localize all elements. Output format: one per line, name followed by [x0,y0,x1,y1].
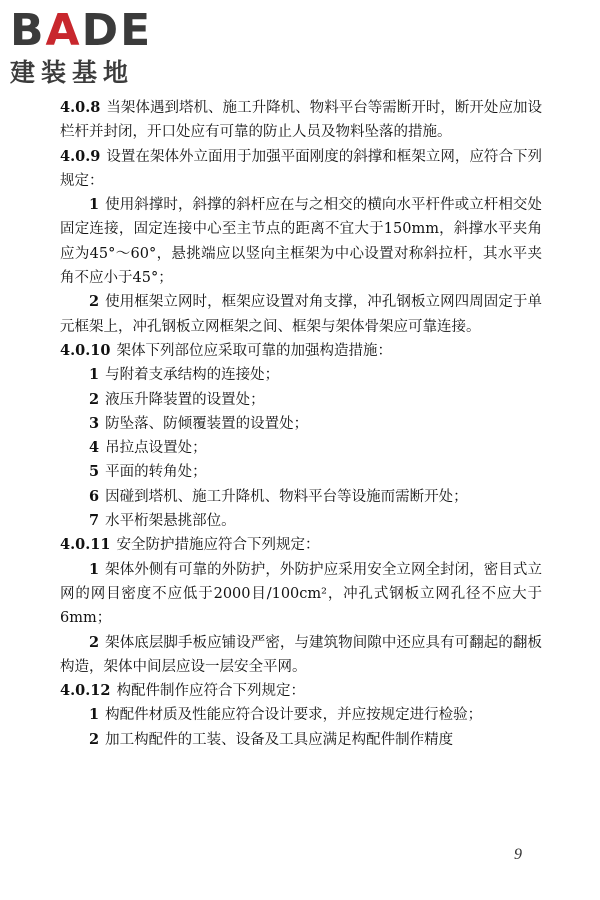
clause-item: 1 与附着支承结构的连接处； [89,366,280,384]
clause-item: 1 架体外侧有可靠的外防护，外防护应采用安全立网全封闭，密目式立网的网目密度不应低于2000目/100cm²，冲孔式钢板立网孔径不应大于6mm； [60,560,542,627]
clause-item: 5 平面的转角处； [89,463,207,481]
logo-subtitle: 建装基地 [10,58,135,87]
page-number: 9 [514,846,522,863]
clause-item: 2 液压升降装置的设置处； [89,390,265,408]
clause-item: 2 加工构配件的工装、设备及工具应满足构配件制作精度 [89,730,454,748]
logo-wordmark: BADE [10,5,153,56]
clause-item: 4 吊拉点设置处； [89,439,207,457]
clause-item: 7 水平桁架悬挑部位。 [89,512,236,530]
clause-item: 1 使用斜撑时，斜撑的斜杆应在与之相交的横向水平杆件或立杆相交处固定连接，固定连接中心至主节点的距离不宜大于150mm，斜撑水平夹角应为45°～60°，悬挑端应以竖向主框架为中心设置对称斜拉杆，其水平夹角不应小于45°； [60,196,542,287]
clause-4-0-8: 4.0.8 当架体遇到塔机、施工升降机、物料平台等需断开时，断开处应加设栏杆并封闭，开口处应有可靠的防止人员及物料坠落的措施。 [60,99,542,141]
clause-item: 2 使用框架立网时，框架应设置对角支撑，冲孔钢板立网四周固定于单元框架上，冲孔钢板立网框架之间、框架与架体骨架应可靠连接。 [60,293,542,335]
document-body [60,96,542,752]
clause-4-0-11: 4.0.11 安全防护措施应符合下列规定： [60,536,320,554]
clause-4-0-12: 4.0.12 构配件制作应符合下列规定： [60,682,305,700]
bade-logo [10,5,190,98]
clause-item: 1 构配件材质及性能应符合设计要求，并应按规定进行检验； [89,706,483,724]
clause-item: 3 防坠落、防倾覆装置的设置处； [89,414,309,432]
clause-4-0-9: 4.0.9 设置在架体外立面用于加强平面刚度的斜撑和框架立网，应符合下列规定： [60,147,542,189]
clause-item: 6 因碰到塔机、施工升降机、物料平台等设施而需断开处； [89,487,468,505]
clause-4-0-10: 4.0.10 架体下列部位应采取可靠的加强构造措施： [60,341,392,359]
clause-item: 2 架体底层脚手板应铺设严密，与建筑物间隙中还应具有可翻起的翻板构造，架体中间层应设一层安全平网。 [60,633,542,675]
